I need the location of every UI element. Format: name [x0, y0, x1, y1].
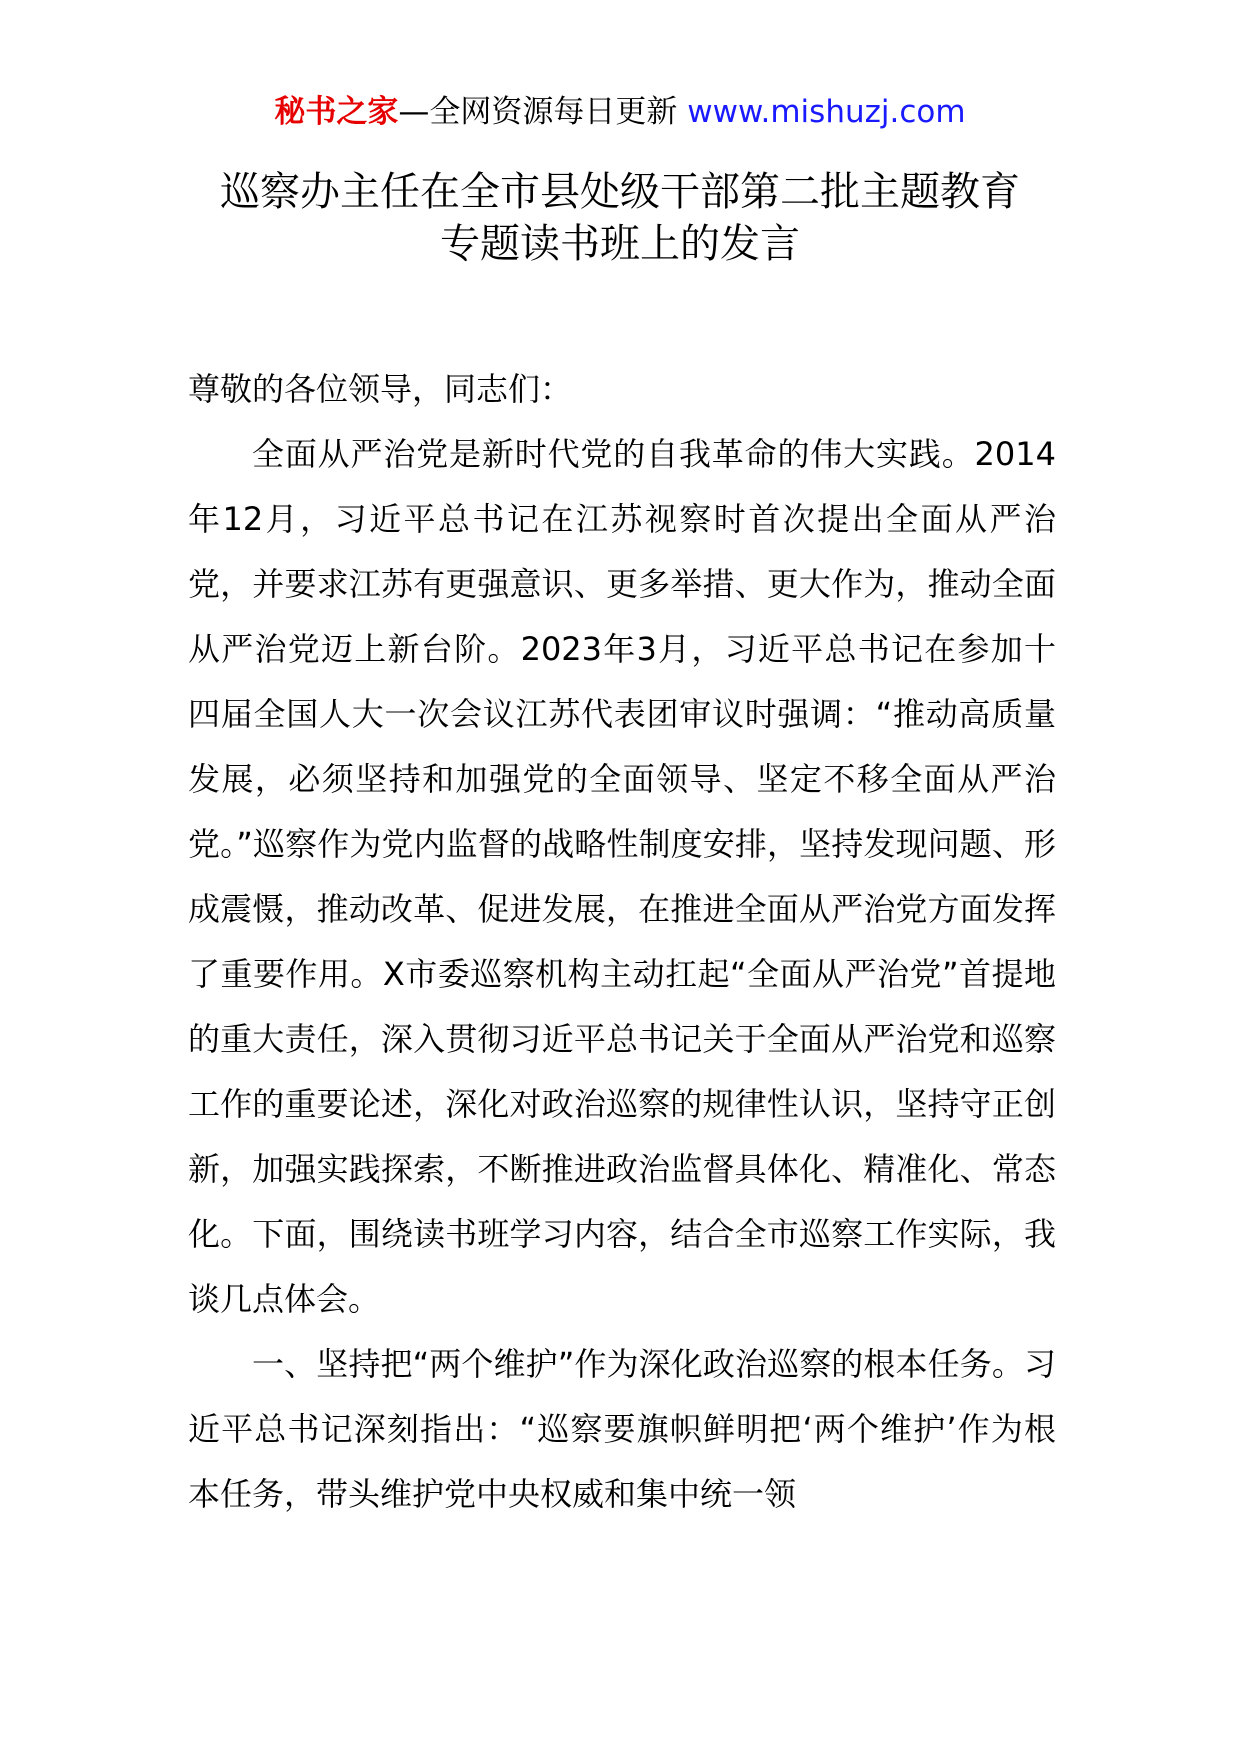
- salutation: 尊敬的各位领导，同志们：: [188, 370, 573, 408]
- title-line-1: 巡察办主任在全市县处级干部第二批主题教育: [220, 169, 1020, 215]
- document-title: [120, 166, 1120, 270]
- title-line-2: 专题读书班上的发言: [440, 221, 800, 267]
- site-header: [0, 92, 1240, 132]
- document-body: [188, 357, 1056, 1527]
- site-brand: 秘书之家: [274, 94, 399, 130]
- paragraph-intro: 全面从严治党是新时代党的自我革命的伟大实践。2014年12月，习近平总书记在江苏视察时首次提出全面从严治党，并要求江苏有更强意识、更多举措、更大作为，推动全面从严治党迈上新台阶。2023年3月，习近平总书记在参加十四届全国人大一次会议江苏代表团审议时强调：“推动高质量发展，必须坚持和加强党的全面领导、坚定不移全面从严治党。”巡察作为党内监督的战略性制度安排，坚持发现问题、形成震慑，推动改革、促进发展，在推进全面从严治党方面发挥了重要作用。X市委巡察机构主动扛起“全面从严治党”首提地的重大责任，深入贯彻习近平总书记关于全面从严治党和巡察工作的重要论述，深化对政治巡察的规律性认识，坚持守正创新，加强实践探索，不断推进政治监督具体化、精准化、常态化。下面，围绕读书班学习内容，结合全市巡察工作实际，我谈几点体会。: [188, 435, 1056, 1318]
- site-url-link[interactable]: www.mishuzj.com: [687, 94, 966, 130]
- paragraph-section-one: 一、坚持把“两个维护”作为深化政治巡察的根本任务。习近平总书记深刻指出：“巡察要旗帜鲜明把‘两个维护’作为根本任务，带头维护党中央权威和集中统一领: [188, 1345, 1056, 1513]
- site-tagline: —全网资源每日更新: [398, 94, 688, 130]
